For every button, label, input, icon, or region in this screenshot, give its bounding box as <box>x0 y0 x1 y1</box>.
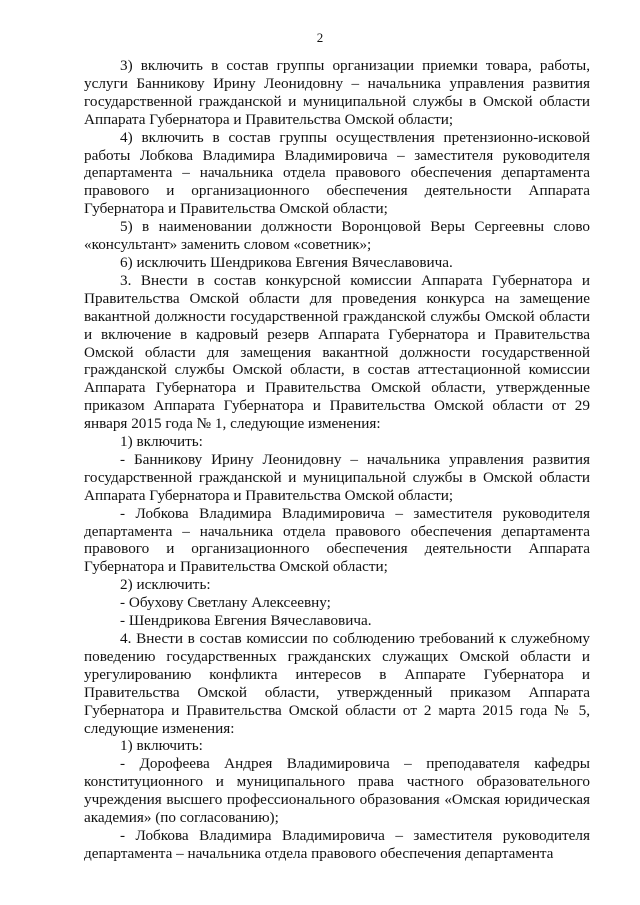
paragraph-exclude-obukhova: - Обухову Светлану Алексеевну; <box>120 594 331 612</box>
paragraph-include-lobkov-2: - Лобкова Владимира Владимировича – заместителя руководителя департамента – начальника отдела правового обеспечения департамента <box>84 826 590 862</box>
paragraph-include-heading: 1) включить: <box>120 433 203 451</box>
paragraph-item-5-position-rename: 5) в наименовании должности Воронцовой Веры Сергеевны слово «консультант» заменить словом «советник»; <box>84 218 590 254</box>
paragraph-item-4-group-claims: 4) включить в состав группы осуществления претензионно-исковой работы Лобкова Владимира Владимировича – заместителя руководителя департамента – начальника отдела правового обеспечения департамента правового и организационного обеспечения деятельности Аппарата Губернатора и Правительства Омской области; <box>84 128 590 218</box>
paragraph-exclude-shendrikov: - Шендрикова Евгения Вячеславовича. <box>120 612 372 630</box>
page-number: 2 <box>316 30 324 45</box>
paragraph-include-lobkov: - Лобкова Владимира Владимировича – заместителя руководителя департамента – начальника отдела правового обеспечения департамента правового и организационного обеспечения деятельности Аппарата Губернатора и Правительства Омской области; <box>84 504 590 576</box>
paragraph-exclude-heading: 2) исключить: <box>120 576 211 594</box>
paragraph-include-bannikova: - Банникову Ирину Леонидовну – начальника управления развития государственной гражданской и муниципальной службы в Омской области Аппарата Губернатора и Правительства Омской области; <box>84 450 590 504</box>
document-body <box>84 57 590 863</box>
paragraph-section-4-conduct-commission: 4. Внести в состав комиссии по соблюдению требований к служебному поведению государственных гражданских служащих Омской области и урегулированию конфликта интересов в Аппарате Губернатора и Правительства Омской области, утвержденный приказом Аппарата Губернатора и Правительства Омской области от 2 марта 2015 года № 5, следующие изменения: <box>84 630 590 737</box>
paragraph-item-3-group-acceptance: 3) включить в состав группы организации приемки товара, работы, услуги Банникову Ирину Леонидовну – начальника управления развития государственной гражданской и муниципальной службы в Омской области Аппарата Губернатора и Правительства Омской области; <box>84 57 590 128</box>
paragraph-include-dorofeev: - Дорофеева Андрея Владимировича – преподавателя кафедры конституционного и муниципального права частного образовательного учреждения высшего профессионального образования «Омская юридическая академия» (по согласованию); <box>84 755 590 827</box>
paragraph-section-3-competition-commission: 3. Внести в состав конкурсной комиссии Аппарата Губернатора и Правительства Омской области для проведения конкурса на замещение вакантной должности государственной гражданской службы Омской области и включение в кадровый резерв Аппарата Губернатора и Правительства Омской области для замещения вакантной должности государственной гражданской службы Омской области, в состав аттестационной комиссии Аппарата Губернатора и Правительства Омской области, утвержденные приказом Аппарата Губернатора и Правительства Омской области от 29 января 2015 года № 1, следующие изменения: <box>84 271 590 433</box>
paragraph-include-heading-2: 1) включить: <box>120 737 203 755</box>
paragraph-item-6-exclude: 6) исключить Шендрикова Евгения Вячеславовича. <box>120 253 453 271</box>
